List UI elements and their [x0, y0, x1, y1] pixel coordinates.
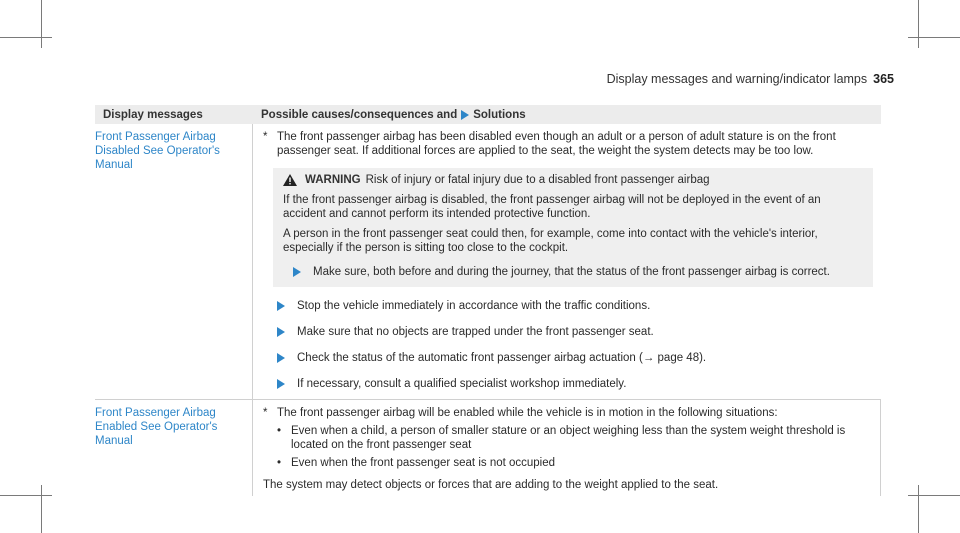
play-icon	[277, 379, 285, 389]
play-icon	[277, 301, 285, 311]
play-icon	[461, 110, 469, 120]
crop-mark	[918, 485, 919, 533]
solution-step-text: Stop the vehicle immediately in accordance with the traffic conditions.	[297, 300, 651, 312]
causes-cell	[253, 400, 881, 496]
crop-mark	[908, 495, 960, 496]
play-icon	[277, 327, 285, 337]
warning-label: WARNING	[305, 174, 361, 186]
display-messages-table	[95, 105, 881, 496]
cause-text: The front passenger airbag has been disabled even though an adult or a person of adult stature is on the front passenger seat. If additional forces are applied to the seat, the weight the system detects may be too low.	[277, 131, 836, 157]
asterisk: *	[263, 407, 268, 419]
crop-mark	[918, 0, 919, 48]
warning-triangle-icon	[283, 174, 297, 186]
warning-title	[283, 173, 863, 187]
crop-mark	[0, 37, 52, 38]
warning-paragraph: A person in the front passenger seat could then, for example, come into contact with the vehicle's interior, especially if the person is sitting too close to the cockpit.	[283, 228, 818, 254]
solution-step-text: Make sure that no objects are trapped under the front passenger seat.	[297, 326, 654, 338]
list-item-text: Even when a child, a person of smaller stature or an object weighing less than the system weight threshold is located on the front passenger seat	[291, 425, 846, 451]
warning-step	[293, 265, 863, 279]
display-message: Front Passenger Airbag Enabled See Operator's Manual	[95, 400, 253, 496]
note-text: The system may detect objects or forces that are adding to the weight applied to the seat.	[263, 479, 719, 491]
table-header	[95, 105, 881, 124]
list-item-text: Even when the front passenger seat is not occupied	[291, 457, 556, 469]
solution-step	[277, 351, 881, 365]
column-header-causes	[253, 108, 526, 122]
play-icon	[277, 353, 285, 363]
cause-text: The front passenger airbag will be enabled while the vehicle is in motion in the following situations:	[277, 407, 778, 419]
crop-mark	[41, 485, 42, 533]
warning-step-text: Make sure, both before and during the journey, that the status of the front passenger airbag is correct.	[313, 266, 830, 278]
crop-mark	[0, 495, 52, 496]
list-item	[263, 456, 880, 470]
crop-mark	[908, 37, 960, 38]
solution-step	[277, 377, 881, 391]
bullet-icon: •	[277, 425, 282, 437]
solution-step	[277, 325, 881, 339]
solution-step-text: If necessary, consult a qualified specialist workshop immediately.	[297, 378, 627, 390]
table-row	[95, 400, 881, 496]
list-item	[263, 424, 880, 452]
solution-step-text: Check the status of the automatic front passenger airbag actuation (→ page 48).	[297, 352, 707, 364]
column-header-solutions-label: Solutions	[473, 108, 526, 121]
crop-mark	[41, 0, 42, 48]
play-icon	[293, 267, 301, 277]
bullet-icon: •	[277, 457, 282, 469]
display-message: Front Passenger Airbag Disabled See Operator's Manual	[95, 124, 253, 399]
asterisk: *	[263, 131, 268, 143]
column-header-causes-label: Possible causes/consequences and	[261, 108, 458, 121]
warning-heading: Risk of injury or fatal injury due to a disabled front passenger airbag	[365, 174, 710, 186]
warning-box	[273, 168, 873, 287]
page-header	[607, 72, 894, 86]
column-header-messages: Display messages	[103, 108, 203, 121]
page-number: 365	[873, 72, 894, 86]
causes-cell	[253, 124, 881, 399]
solution-step	[277, 299, 881, 313]
header-title: Display messages and warning/indicator lamps	[606, 72, 868, 86]
warning-paragraph: If the front passenger airbag is disabled, the front passenger airbag will not be deployed in the event of an accident and cannot perform its intended protective function.	[283, 194, 821, 220]
table-row	[95, 124, 881, 400]
